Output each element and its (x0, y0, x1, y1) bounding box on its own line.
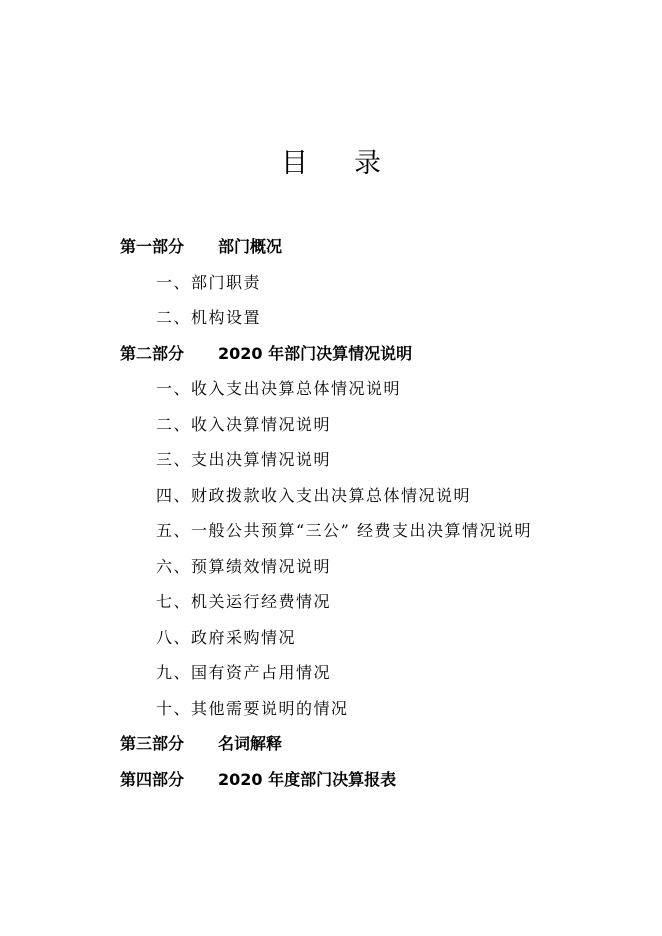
toc-part-number: 第一部分 (120, 237, 185, 256)
toc-part-title: 2020 年度部门决算报表 (218, 769, 397, 789)
toc-part-1[interactable] (0, 229, 662, 265)
toc-item[interactable]: 七、机关运行经费情况 (156, 592, 332, 611)
toc-part-3[interactable] (0, 726, 662, 762)
toc-item[interactable]: 一、部门职责 (156, 272, 262, 292)
toc-part-number: 第四部分 (120, 769, 185, 789)
title-char-2: 录 (354, 148, 381, 179)
toc-item[interactable]: 十、其他需要说明的情况 (156, 698, 349, 718)
toc-part-4[interactable] (0, 762, 662, 798)
toc-part-title: 名词解释 (218, 734, 283, 753)
toc-item[interactable]: 二、收入决算情况说明 (156, 414, 332, 434)
toc-part-number: 第三部分 (120, 734, 185, 753)
title-char-1: 目 (281, 148, 308, 179)
toc-part-number: 第二部分 (120, 343, 185, 363)
page-title (0, 146, 662, 182)
toc-item[interactable]: 三、支出决算情况说明 (156, 450, 332, 469)
table-of-contents (0, 229, 662, 797)
toc-item[interactable]: 五、一般公共预算“三公” 经费支出决算情况说明 (156, 521, 532, 540)
toc-part-title: 部门概况 (218, 237, 283, 256)
toc-item[interactable]: 四、财政拨款收入支出决算总体情况说明 (156, 485, 472, 505)
toc-item[interactable]: 二、机构设置 (156, 308, 262, 327)
toc-part-title: 2020 年部门决算情况说明 (218, 343, 413, 363)
toc-item[interactable]: 八、政府采购情况 (156, 627, 297, 647)
toc-item[interactable]: 六、预算绩效情况说明 (156, 556, 332, 576)
toc-part-2[interactable] (0, 336, 662, 372)
toc-item[interactable]: 一、收入支出决算总体情况说明 (156, 379, 402, 398)
toc-item[interactable]: 九、国有资产占用情况 (156, 663, 332, 682)
